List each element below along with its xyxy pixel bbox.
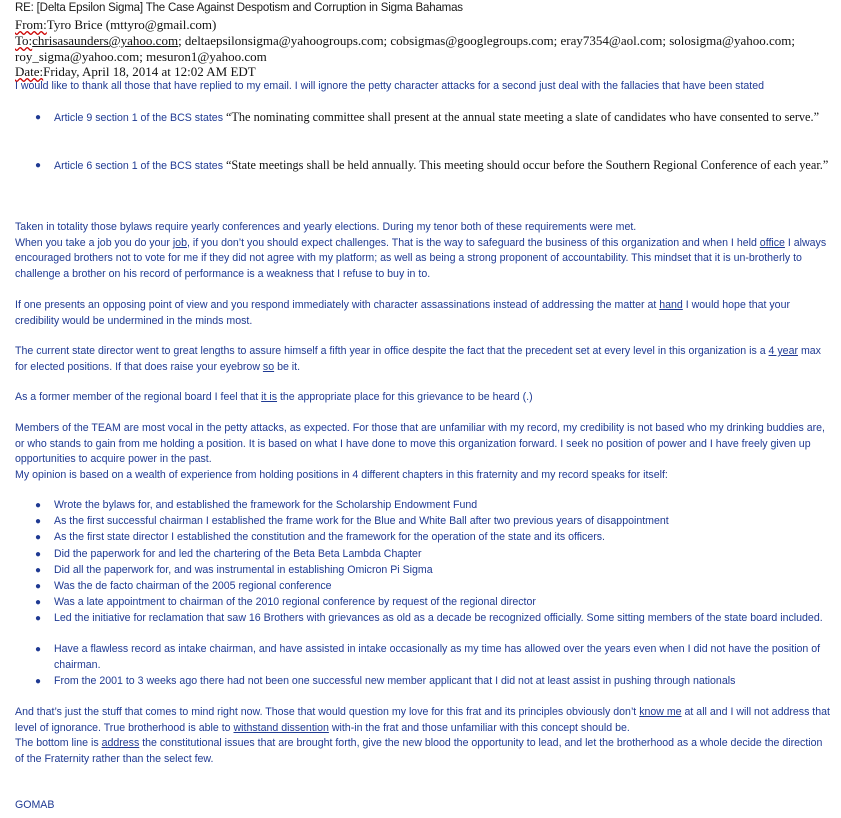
quote-text: “State meetings shall be held annually. This meeting should occur before the Southern Regional Conference of each year.” <box>225 158 829 172</box>
record-item: ● Led the initiative for reclamation that saw 16 Brothers with grievances as old as a decade be recognized officially. Some sitting members of the state board included. <box>54 611 839 627</box>
so-link[interactable]: so <box>262 360 275 373</box>
record-item: ● As the first state director I established the constitution and the framework for the operation of the state and its officers. <box>54 530 839 546</box>
paragraph-line: Members of the TEAM are most vocal in the petty attacks, as expected. For those that are unfamiliar with my record, my credibility is not based who my drinking buddies are, or who stands to gain from me holding a position. It is based on what I have done to move this organization forward. I seek no position of power and I have freely given up opportunities to acquire power in the past. <box>15 422 825 465</box>
address-link[interactable]: address <box>101 737 140 749</box>
quote-lead: Article 9 section 1 of the BCS states <box>54 112 226 124</box>
paragraph-line: When you take a job you do your job, if you don’t you should expect challenges. That is the way to safeguard the business of this organization and when I held office I always encouraged brothers not to vote for me if they did not agree with my platform; as well as being a strong proponent of accountability. This mindset that it is un-brotherly to challenge a brother on his record of performance is a weakness that I refuse to buy in to. <box>15 236 827 280</box>
bullet-icon: ● <box>35 549 42 560</box>
paragraph-line: And that’s just the stuff that comes to mind right now. Those that would question my love for this frat and its principles obviously don’t know me at all and I will not address that level of ignorance. True brotherhood is able to withstand dissention with-in the frat and those unfamiliar with this concept should be. <box>15 706 830 734</box>
to-recipients: ; deltaepsilonsigma@yahoogroups.com; cobsigmas@googlegroups.com; eray7354@aol.com; solosigma@yahoo.com; <box>178 33 795 48</box>
it-is-link[interactable]: it is <box>261 391 278 403</box>
bullet-icon: ● <box>35 532 42 543</box>
know-me-link[interactable]: know me <box>639 706 682 718</box>
to-line <box>15 33 835 49</box>
to-first-recipient-link[interactable]: chrisasaunders@yahoo.com <box>32 33 179 48</box>
office-link[interactable]: office <box>759 236 785 249</box>
date-label: Date: <box>15 64 44 79</box>
bullet-icon: ● <box>35 565 42 576</box>
paragraph-line: Taken in totality those bylaws require yearly conferences and yearly elections. During my tenor both of these requirements were met. <box>15 221 637 233</box>
quote-lead: Article 6 section 1 of the BCS states <box>54 160 226 172</box>
four-year-link[interactable]: 4 year <box>768 345 798 357</box>
to-label: To: <box>15 33 33 48</box>
hand-link[interactable]: hand <box>659 299 683 311</box>
quote-item <box>35 158 839 175</box>
bullet-icon: ● <box>35 581 42 592</box>
paragraph-line: My opinion is based on a wealth of experience from holding positions in 4 different chapters in this fraternity and my record speaks for itself: <box>15 468 668 481</box>
quote-item <box>35 110 839 127</box>
paragraph-closing <box>15 705 830 767</box>
from-label: From: <box>15 17 47 32</box>
record-item: ● Did the paperwork for and led the chartering of the Beta Beta Lambda Chapter <box>54 547 839 563</box>
record-item: ● From the 2001 to 3 weeks ago there had not been one successful new member applicant that I did not at least assist in pushing through nationals <box>54 674 839 690</box>
from-value: Tyro Brice (mttyro@gmail.com) <box>46 17 217 32</box>
record-item: ● As the first successful chairman I established the frame work for the Blue and White Ball after two previous years of disappointment <box>54 514 839 530</box>
date-value: Friday, April 18, 2014 at 12:02 AM EDT <box>43 64 256 79</box>
paragraph-state-director: The current state director went to great lengths to assure himself a fifth year in office despite the fact that the precedent set at every level in this organization is a 4 year max for elected positions. If that does raise your eyebrow so be it. <box>15 345 821 373</box>
record-item: ● Was a late appointment to chairman of the 2010 regional conference by request of the regional director <box>54 595 839 611</box>
quote-text: “The nominating committee shall present at the annual state meeting a slate of candidates who have consented to serve.” <box>225 110 820 124</box>
paragraph-regional-board: As a former member of the regional board I feel that it is the appropriate place for this grievance to be heard (.) <box>15 391 533 403</box>
bullet-icon: ● <box>35 500 42 511</box>
record-item: ● Did all the paperwork for, and was instrumental in establishing Omicron Pi Sigma <box>54 563 839 579</box>
record-item: ● Have a flawless record as intake chairman, and have assisted in intake occasionally as my time has allowed over the years even when I did not have the position of chairman. <box>35 643 821 671</box>
paragraph-opposing-view: If one presents an opposing point of view and you respond immediately with character assassinations instead of addressing the matter at hand I would hope that your credibility would be undermined in the minds most. <box>15 299 790 327</box>
bullet-icon: ● <box>35 516 42 527</box>
to-line-2: roy_sigma@yahoo.com; mesuron1@yahoo.com <box>15 49 267 64</box>
paragraph-bylaws <box>15 220 830 282</box>
bullet-icon: ● <box>35 112 42 123</box>
bullet-icon: ● <box>35 676 42 687</box>
record-item: ● Wrote the bylaws for, and established the framework for the Scholarship Endowment Fund <box>54 498 839 514</box>
paragraph-line: The bottom line is address the constitutional issues that are brought forth, give the new blood the opportunity to lead, and let the brotherhood as a whole decide the direction of the Fraternity rather than the select few. <box>15 737 823 765</box>
bullet-icon: ● <box>35 644 42 655</box>
bullet-icon: ● <box>35 160 42 171</box>
intro-paragraph: I would like to thank all those that have replied to my email. I will ignore the petty character attacks for a second just deal with the fallacies that have been stated <box>15 80 765 92</box>
job-link[interactable]: job <box>172 236 187 249</box>
bullet-icon: ● <box>35 613 42 624</box>
record-item: ● Was the de facto chairman of the 2005 regional conference <box>54 579 839 595</box>
from-line <box>15 17 835 33</box>
bullet-icon: ● <box>35 597 42 608</box>
date-line <box>15 64 835 80</box>
withstand-link[interactable]: withstand dissention <box>233 721 329 734</box>
paragraph-team <box>15 421 830 483</box>
email-subject: RE: [Delta Epsilon Sigma] The Case Against Despotism and Corruption in Sigma Bahamas <box>15 0 463 14</box>
signoff: GOMAB <box>15 799 55 811</box>
